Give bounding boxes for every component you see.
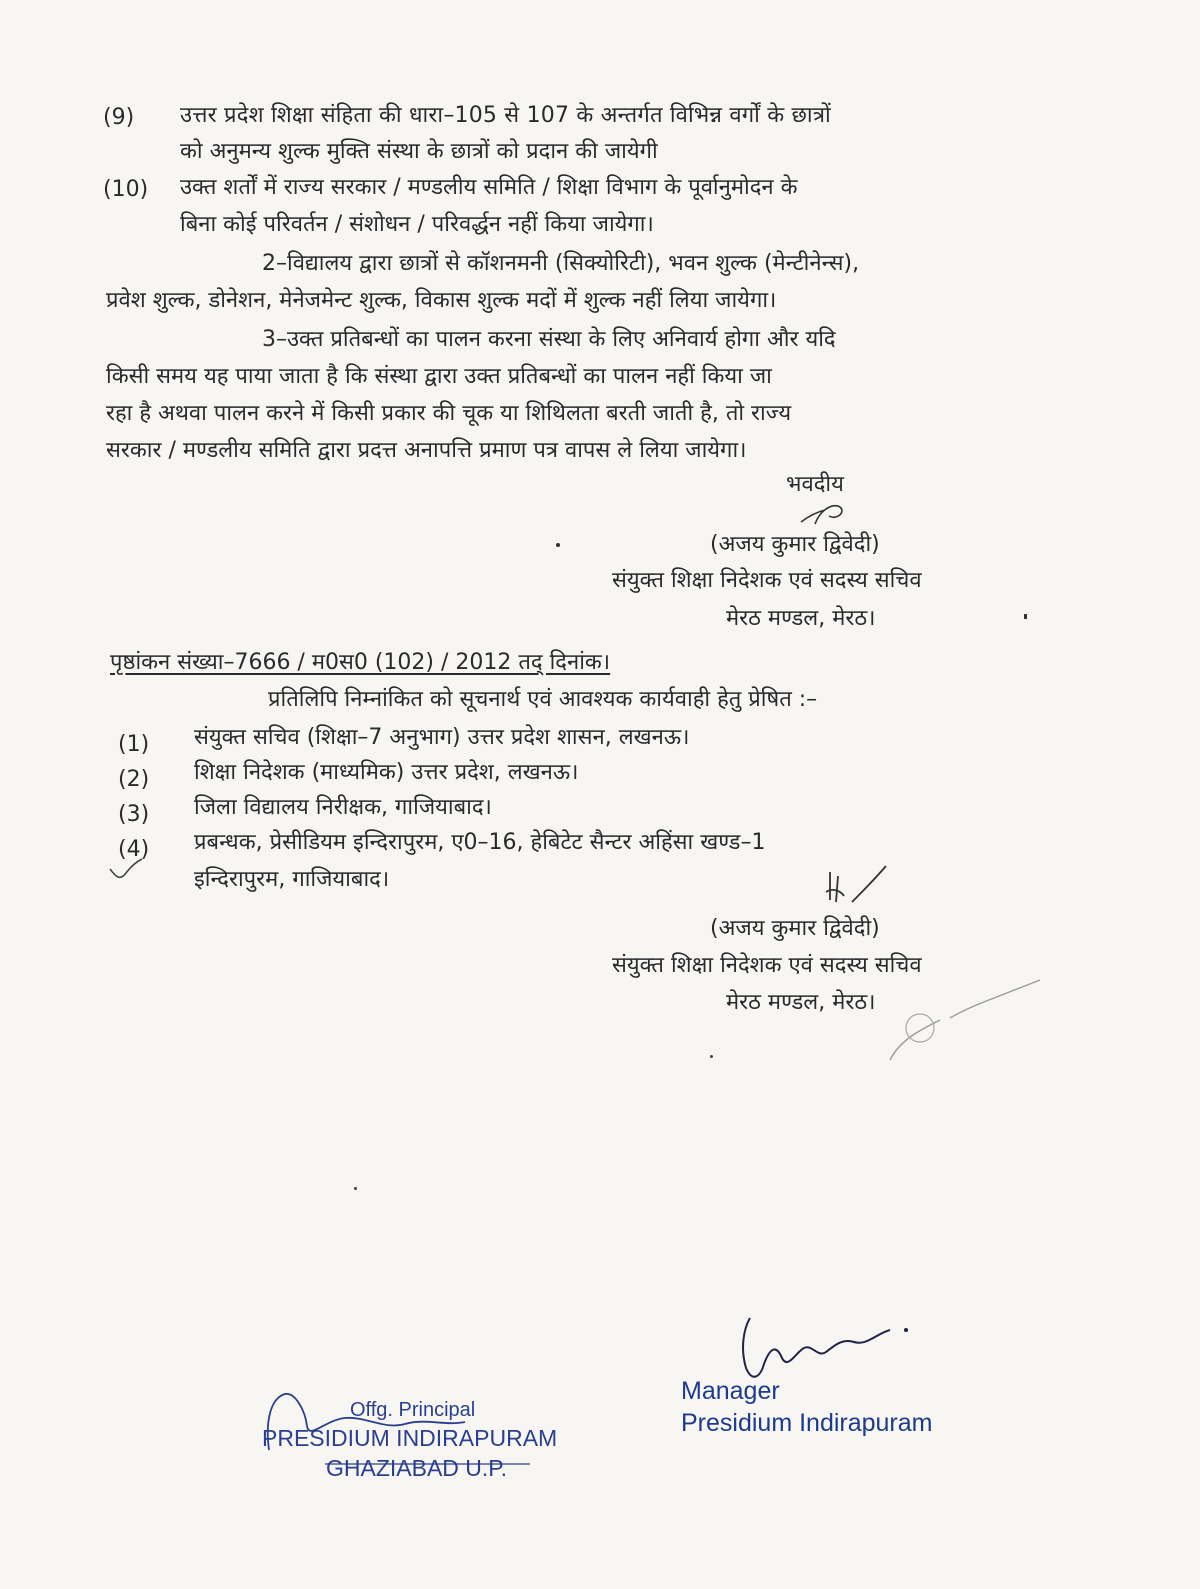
clause-10-number: (10) [103,177,149,202]
endorsement-item-3-text: जिला विद्यालय निरीक्षक, गाजियाबाद। [194,795,492,820]
clause-9-number: (9) [103,105,135,130]
endorsement-item-4-text2: इन्दिरापुरम, गाजियाबाद। [194,867,390,892]
signature1-name: (अजय कुमार द्विवेदी) [710,532,880,557]
endorsement-item-2-text: शिक्षा निदेशक (माध्यमिक) उत्तर प्रदेश, लखनऊ। [194,760,579,785]
signature-scribble-2 [812,862,892,922]
stray-dot [556,543,560,547]
para-3-line3: रहा है अथवा पालन करने में किसी प्रकार की चूक या शिथिलता बरती जाती है, तो राज्य [106,401,792,426]
para-2-line1: 2–विद्यालय द्वारा छात्रों से कॉशनमनी (सिक्योरिटी), भवन शुल्क (मेन्टीनेन्स), [262,251,860,276]
signature1-designation: संयुक्त शिक्षा निदेशक एवं सदस्य सचिव [612,568,922,593]
manager-org: Presidium Indirapuram [681,1409,933,1437]
stamp-line2: PRESIDIUM INDIRAPURAM [262,1425,558,1451]
endorsement-item-3-number: (3) [118,802,150,827]
signature-scribble-1 [795,498,855,532]
stamp-line1: Offg. Principal [350,1399,476,1421]
signature2-office: मेरठ मण्डल, मेरठ। [726,990,876,1015]
signature2-designation: संयुक्त शिक्षा निदेशक एवं सदस्य सचिव [612,953,922,978]
faint-date-scribble [880,970,1050,1080]
endorsement-reference: पृष्ठांकन संख्या–7666 / म0स0 (102) / 2012 तद् दिनांक। [110,650,611,675]
clause-10-line2: बिना कोई परिवर्तन / संशोधन / परिवर्द्धन नहीं किया जायेगा। [180,212,654,237]
signature2-name: (अजय कुमार द्विवेदी) [710,916,880,941]
clause-9-line1: उत्तर प्रदेश शिक्षा संहिता की धारा–105 से 107 के अन्तर्गत विभिन्न वर्गों के छात्रों [180,103,831,128]
principal-signature [255,1380,545,1470]
stray-dot [1024,614,1027,619]
signature1-office: मेरठ मण्डल, मेरठ। [726,606,876,631]
para-3-line2: किसी समय यह पाया जाता है कि संस्था द्वारा उक्त प्रतिबन्धों का पालन नहीं किया जा [106,364,772,389]
closing-text: भवदीय [786,472,844,497]
stamp-line3: GHAZIABAD U.P. [326,1455,508,1481]
stray-dot [354,1187,357,1190]
endorsement-item-4-number: (4) [118,837,150,862]
endorsement-item-4-text: प्रबन्धक, प्रेसीडियम इन्दिरापुरम, ए0–16, हेबिटेट सैन्टर अहिंसा खण्ड–1 [194,830,766,855]
endorsement-item-2-number: (2) [118,767,150,792]
tick-mark [106,855,146,885]
para-3-line1: 3–उक्त प्रतिबन्धों का पालन करना संस्था के लिए अनिवार्य होगा और यदि [262,327,836,352]
para-2-line2: प्रवेश शुल्क, डोनेशन, मेनेजमेन्ट शुल्क, विकास शुल्क मदों में शुल्क नहीं लिया जायेगा। [106,288,777,313]
endorsement-item-1-text: संयुक्त सचिव (शिक्षा–7 अनुभाग) उत्तर प्रदेश शासन, लखनऊ। [194,725,690,750]
manager-title: Manager [681,1377,780,1405]
para-3-line4: सरकार / मण्डलीय समिति द्वारा प्रदत्त अनापत्ति प्रमाण पत्र वापस ले लिया जायेगा। [106,438,747,463]
endorsement-intro: प्रतिलिपि निम्नांकित को सूचनार्थ एवं आवश्यक कार्यवाही हेतु प्रेषित :– [268,687,818,712]
stray-dot [710,1055,713,1058]
endorsement-item-1-number: (1) [118,732,150,757]
clause-10-line1: उक्त शर्तों में राज्य सरकार / मण्डलीय समिति / शिक्षा विभाग के पूर्वानुमोदन के [180,175,798,200]
clause-9-line2: को अनुमन्य शुल्क मुक्ति संस्था के छात्रों को प्रदान की जायेगी [180,139,658,164]
